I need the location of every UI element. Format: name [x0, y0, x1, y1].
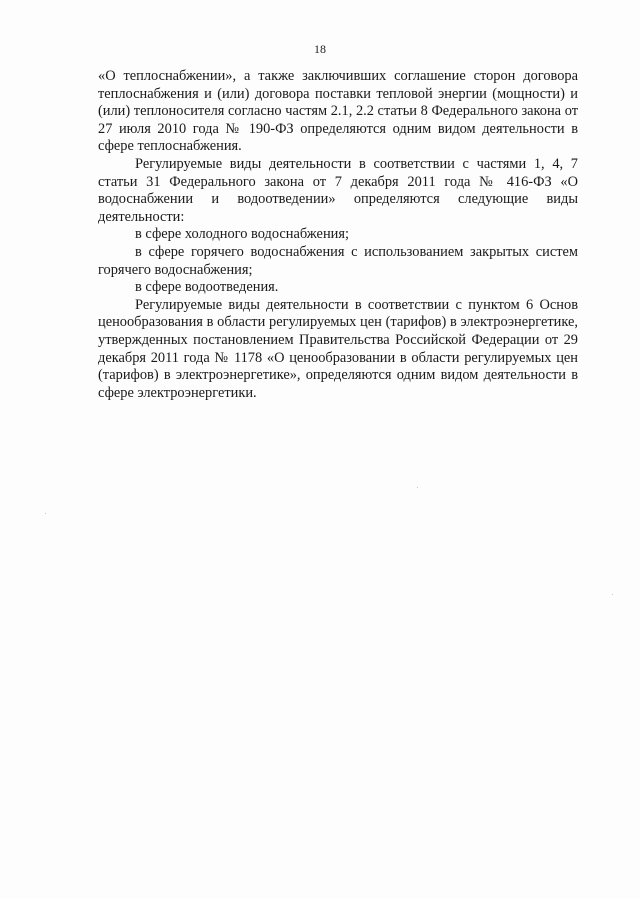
paragraph-electricity: Регулируемые виды деятельности в соответствии с пунктом 6 Основ ценообразования в области регулируемых цен (тарифов) в электроэнергетике, утвержденных постановлением Правительства Российской Федерации от 29 декабря 2011 года № 1178 «О ценообразовании в области регулируемых цен (тарифов) в электроэнергетике», определяются одним видом деятельности в сфере электроэнергетики. — [98, 296, 578, 401]
scan-speck — [612, 594, 613, 595]
list-item-cold-water: в сфере холодного водоснабжения; — [135, 226, 349, 243]
document-body — [98, 68, 578, 402]
paragraph-heat-supply: «О теплоснабжении», а также заключивших соглашение сторон договора теплоснабжения и (или) договора поставки тепловой энергии (мощности) и (или) теплоносителя согласно частям 2.1, 2.2 статьи 8 Федерального закона от 27 июля 2010 года № 190-ФЗ определяются одним видом деятельности в сфере теплоснабжения. — [98, 68, 578, 155]
scan-speck — [417, 487, 418, 488]
list-item-hot-water: в сфере горячего водоснабжения с использованием закрытых систем горячего водоснабжения; — [98, 243, 578, 278]
list-item-wastewater: в сфере водоотведения. — [135, 279, 279, 296]
scan-speck — [45, 513, 46, 514]
page-number: 18 — [314, 42, 326, 56]
paragraph-water-supply-intro: Регулируемые виды деятельности в соответствии с частями 1, 4, 7 статьи 31 Федерального закона от 7 декабря 2011 года № 416-ФЗ «О водоснабжении и водоотведении» определяются следующие виды деятельности: — [98, 155, 578, 225]
